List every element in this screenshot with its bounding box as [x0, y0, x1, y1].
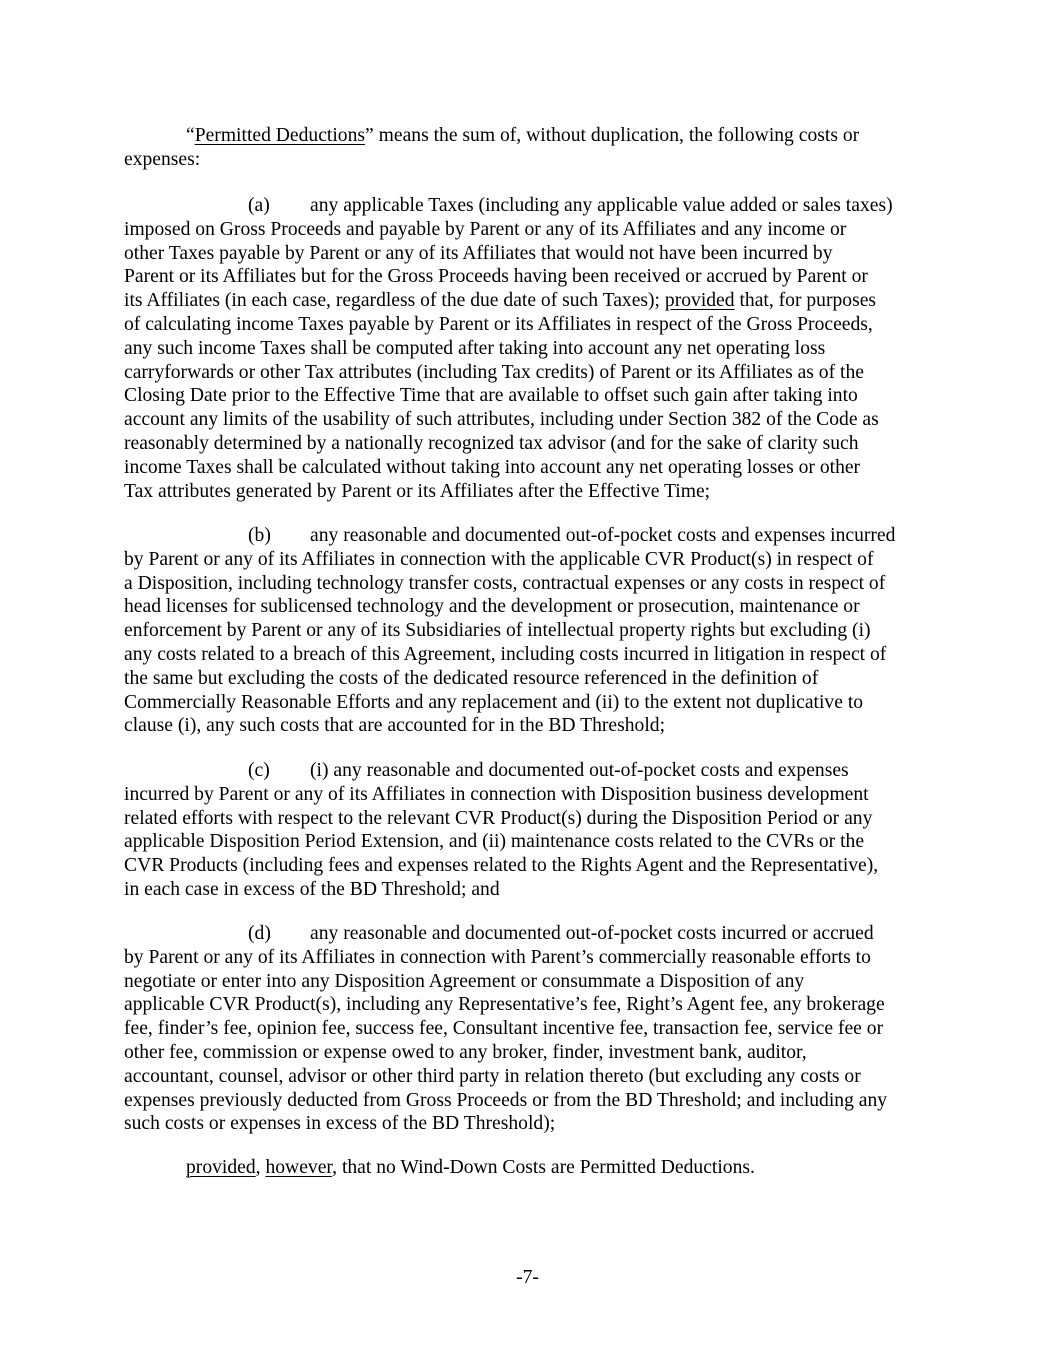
- clause-a-line: imposed on Gross Proceeds and payable by Parent or any of its Affiliates and any income or: [124, 218, 847, 240]
- clause-b-line: a Disposition, including technology transfer costs, contractual expenses or any costs in respect of: [124, 572, 886, 594]
- clause-c-first-line: [124, 759, 936, 783]
- clause-c-line: applicable Disposition Period Extension, and (ii) maintenance costs related to the CVRs or the: [124, 831, 865, 853]
- proviso-however: however: [265, 1157, 333, 1178]
- clause-a-provided-word: provided: [664, 290, 735, 312]
- clause-d-first-line: [124, 922, 936, 946]
- definition-paragraph: [124, 124, 936, 172]
- proviso-line: [186, 1156, 998, 1180]
- clause-a-line: any such income Taxes shall be computed after taking into account any net operating loss: [124, 337, 826, 359]
- clause-d-label: (d): [248, 923, 271, 944]
- open-quote: “: [186, 125, 195, 146]
- clause-d-line: applicable CVR Product(s), including any Representative’s fee, Right’s Agent fee, any brokerage: [124, 994, 885, 1016]
- clause-c-line: in each case in excess of the BD Threshold; and: [124, 878, 500, 900]
- clause-b-line: head licenses for sublicensed technology and the development or prosecution, maintenance or: [124, 596, 860, 618]
- definition-first-line: [124, 124, 936, 148]
- clause-a: [124, 194, 936, 503]
- clause-b-first-text: any reasonable and documented out-of-pocket costs and expenses incurred: [310, 525, 896, 546]
- clause-b-line: clause (i), any such costs that are accounted for in the BD Threshold;: [124, 715, 666, 737]
- clause-a-line: Closing Date prior to the Effective Time that are available to offset such gain after taking into: [124, 385, 858, 407]
- close-quote: ”: [365, 125, 374, 146]
- clause-a-provided-line: [124, 289, 936, 313]
- clause-a-line: reasonably determined by a nationally recognized tax advisor (and for the sake of clarity such: [124, 432, 859, 454]
- proviso-rest: , that no Wind-Down Costs are Permitted Deductions.: [332, 1157, 755, 1178]
- clause-a-line: income Taxes shall be calculated without taking into account any net operating losses or other: [124, 456, 861, 478]
- clause-a-line: other Taxes payable by Parent or any of its Affiliates that would not have been incurred by: [124, 242, 833, 264]
- clause-c: [124, 759, 936, 902]
- clause-d-line: by Parent or any of its Affiliates in connection with Parent’s commercially reasonable efforts to: [124, 946, 871, 968]
- clause-b-line: enforcement by Parent or any of its Subsidiaries of intellectual property rights but excluding (i): [124, 620, 871, 642]
- definition-line: expenses:: [124, 148, 201, 170]
- definition-text: means the sum of, without duplication, the following costs or: [373, 125, 860, 146]
- clause-b-line: the same but excluding the costs of the dedicated resource referenced in the definition of: [124, 667, 819, 689]
- clause-b-label: (b): [248, 525, 271, 546]
- clause-d-line: fee, finder’s fee, opinion fee, success fee, Consultant incentive fee, transaction fee, service fee or: [124, 1018, 884, 1040]
- clause-b-line: any costs related to a breach of this Agreement, including costs incurred in litigation in respect of: [124, 643, 887, 665]
- clause-a-provided-suffix: that, for purposes: [734, 290, 877, 312]
- clause-b-line: Commercially Reasonable Efforts and any replacement and (ii) to the extent not duplicative to: [124, 691, 864, 713]
- clause-d-line: accountant, counsel, advisor or other third party in relation thereto (but excluding any costs or: [124, 1065, 861, 1087]
- proviso-paragraph: [186, 1156, 998, 1180]
- clause-b: [124, 524, 936, 738]
- clause-d-first-text: any reasonable and documented out-of-pocket costs incurred or accrued: [310, 923, 874, 944]
- clause-a-line: carryforwards or other Tax attributes (including Tax credits) of Parent or its Affiliates as of the: [124, 361, 864, 383]
- proviso-provided: provided: [186, 1157, 256, 1178]
- clause-d-line: other fee, commission or expense owed to any broker, finder, investment bank, auditor,: [124, 1041, 807, 1063]
- clause-a-provided-prefix: its Affiliates (in each case, regardless of the due date of such Taxes);: [124, 290, 665, 312]
- clause-c-line: CVR Products (including fees and expenses related to the Rights Agent and the Representative),: [124, 855, 879, 877]
- clause-a-line: of calculating income Taxes payable by Parent or its Affiliates in respect of the Gross Proceeds,: [124, 313, 873, 335]
- clause-d: [124, 922, 936, 1136]
- clause-d-line: expenses previously deducted from Gross Proceeds or from the BD Threshold; and including any: [124, 1089, 888, 1111]
- proviso-comma: ,: [255, 1157, 266, 1178]
- clause-d-line: such costs or expenses in excess of the BD Threshold);: [124, 1113, 556, 1135]
- clause-c-line: incurred by Parent or any of its Affiliates in connection with Disposition business development: [124, 783, 869, 805]
- clause-c-line: related efforts with respect to the relevant CVR Product(s) during the Disposition Period or any: [124, 807, 873, 829]
- clause-a-line: Tax attributes generated by Parent or its Affiliates after the Effective Time;: [124, 480, 711, 502]
- clause-a-label: (a): [248, 195, 270, 216]
- clause-b-line: by Parent or any of its Affiliates in connection with the applicable CVR Product(s) in respect of: [124, 548, 874, 570]
- clause-d-line: negotiate or enter into any Disposition Agreement or consummate a Disposition of any: [124, 970, 805, 992]
- clause-c-first-text: (i) any reasonable and documented out-of-pocket costs and expenses: [310, 760, 849, 781]
- page-number: -7-: [516, 1267, 539, 1288]
- clause-a-first-line: [124, 194, 936, 218]
- clause-a-line: Parent or its Affiliates but for the Gross Proceeds having been received or accrued by Parent or: [124, 266, 868, 288]
- clause-a-line: account any limits of the usability of such attributes, including under Section 382 of the Code as: [124, 409, 879, 431]
- clause-a-first-text: any applicable Taxes (including any applicable value added or sales taxes): [310, 195, 893, 216]
- clause-c-label: (c): [248, 760, 270, 781]
- defined-term: Permitted Deductions: [194, 125, 366, 146]
- clause-b-first-line: [124, 524, 936, 548]
